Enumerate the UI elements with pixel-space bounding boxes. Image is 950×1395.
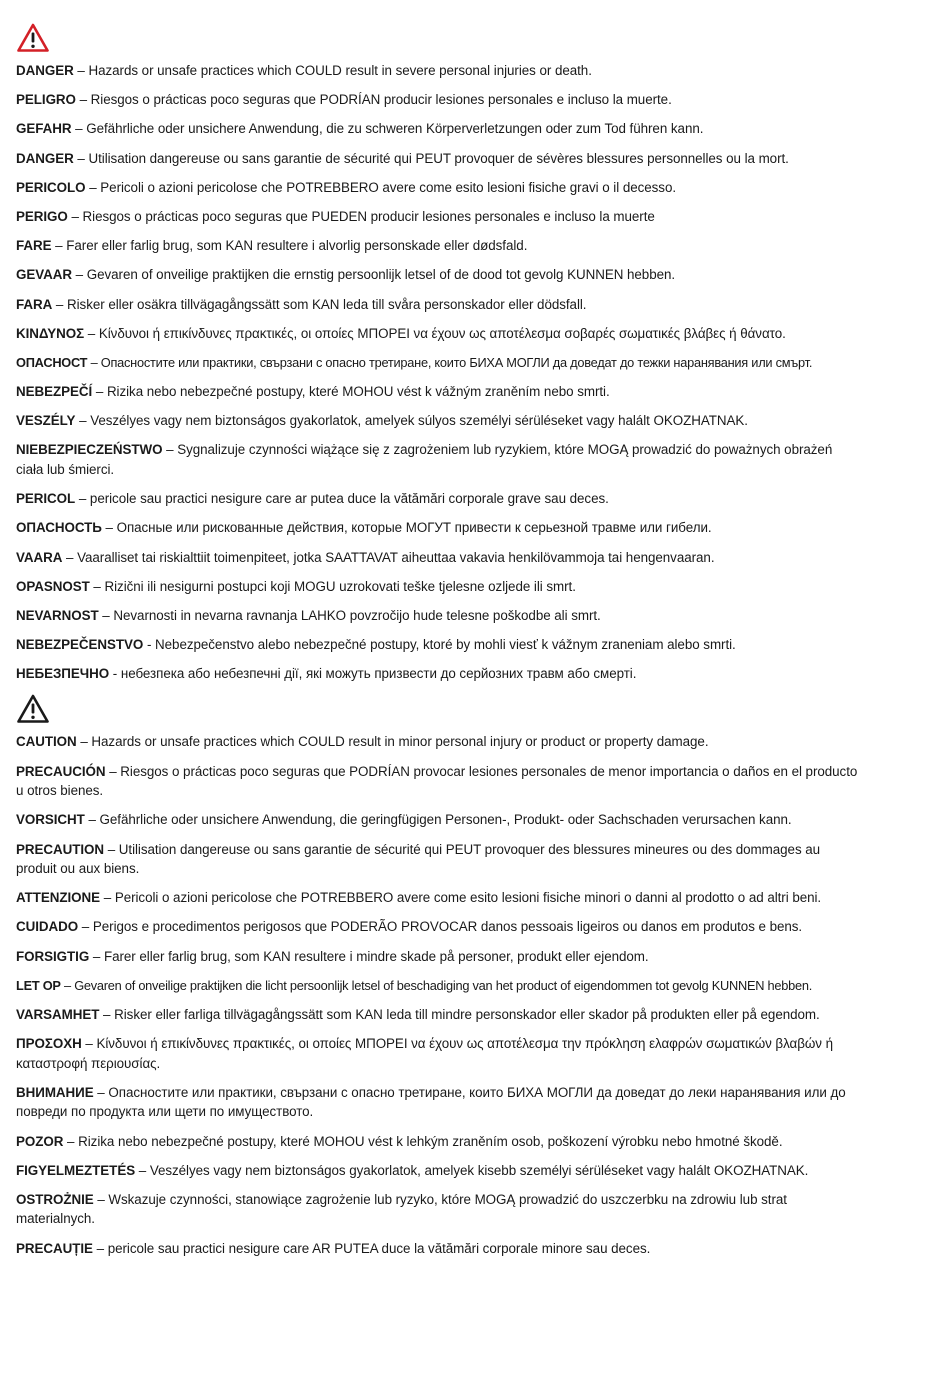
danger-section xyxy=(16,22,861,684)
entry-text: Wskazuje czynności, stanowiące zagrożenie lub ryzyko, które MOGĄ prowadzić do uszczerbku na zdrowiu lub strat materialnych. xyxy=(16,1191,787,1227)
entry-separator: – xyxy=(93,1191,109,1207)
entry-term: POZOR xyxy=(16,1133,64,1149)
entry-separator: – xyxy=(162,442,178,458)
notice-entry xyxy=(16,840,861,879)
entry-separator: - xyxy=(143,637,156,653)
entry-term: FARA xyxy=(16,296,53,312)
entry-term: PERICOLO xyxy=(16,179,86,195)
notice-entry xyxy=(16,947,861,967)
entry-separator: – xyxy=(76,734,92,750)
entry-text: Farer eller farlig brug, som KAN resultere i mindre skade på personer, produkt eller ejendom. xyxy=(103,948,649,964)
notice-entry xyxy=(16,236,861,256)
entry-text: Опасностите или практики, свързани с опасно третиране, които БИХА МОГЛИ да доведат до леки наранявания или до повреди по продукта или щети по имуществото. xyxy=(16,1084,846,1120)
entry-separator: – xyxy=(85,179,101,195)
entry-term: FORSIGTIG xyxy=(16,948,90,964)
entry-term: PERIGO xyxy=(16,208,68,224)
entry-text: Gevaren of onveilige praktijken die licht persoonlijk letsel of beschadiging van het product of eigendommen tot gevolg KUNNEN hebben. xyxy=(74,977,813,993)
entry-term: VARSAMHET xyxy=(16,1006,100,1022)
entry-separator: – xyxy=(92,1240,108,1256)
entry-separator: – xyxy=(135,1162,150,1178)
entry-term: OSTROŻNIE xyxy=(16,1191,94,1207)
notice-entry xyxy=(16,440,861,479)
entry-separator: – xyxy=(75,413,91,429)
entry-term: ОПАСНОСТЬ xyxy=(16,520,102,536)
entry-text: Gefährliche oder unsichere Anwendung, die geringfügigen Personen-, Produkt- oder Sachschaden verursachen kann. xyxy=(99,812,792,828)
entry-term: ATTENZIONE xyxy=(16,890,101,906)
entry-term: LET OP xyxy=(16,977,61,993)
entry-text: Gefährliche oder unsichere Anwendung, die zu schweren Körperverletzungen oder zum Tod führen kann. xyxy=(86,121,704,137)
entry-separator: – xyxy=(52,296,68,312)
notice-entry xyxy=(16,762,861,801)
notice-entry xyxy=(16,664,861,684)
notice-entry xyxy=(16,265,861,285)
entry-term: CUIDADO xyxy=(16,919,79,935)
notice-entry xyxy=(16,411,861,431)
entry-text: Опасностите или практики, свързани с опасно третиране, които БИХА МОГЛИ да доведат до тежки наранявания или смърт. xyxy=(100,354,813,370)
entry-separator: – xyxy=(99,1006,115,1022)
entry-text: Risker eller farliga tillvägagångssätt som KAN leda till mindre personskador eller skador på produkten eller på egendom. xyxy=(114,1006,820,1022)
notice-entry xyxy=(16,295,861,315)
notice-entry xyxy=(16,732,861,752)
entry-separator: – xyxy=(73,63,89,78)
entry-separator: – xyxy=(75,491,90,507)
notice-entry xyxy=(16,606,861,626)
caution-section xyxy=(16,693,861,1258)
entry-separator: – xyxy=(98,607,114,623)
notice-entry xyxy=(16,324,861,344)
entry-separator: – xyxy=(62,549,78,565)
entry-text: pericole sau practici nesigure care ar putea duce la vătămări corporale grave sau deces. xyxy=(89,491,609,507)
notice-entry xyxy=(16,489,861,509)
entry-separator: – xyxy=(105,763,121,779)
safety-notice-page xyxy=(16,22,861,1268)
entry-term: ВНИМАНИЕ xyxy=(16,1084,94,1100)
entry-term: FIGYELMEZTETÉS xyxy=(16,1162,136,1178)
entry-separator: - xyxy=(109,666,121,682)
notice-entry xyxy=(16,382,861,402)
notice-entry xyxy=(16,1190,861,1229)
entry-separator: – xyxy=(67,208,83,224)
entry-text: Veszélyes vagy nem biztonságos gyakorlatok, amelyek kisebb személyi sérüléseket vagy halált OKOZHATNAK. xyxy=(149,1162,809,1178)
entry-text: Veszélyes vagy nem biztonságos gyakorlatok, amelyek súlyos személyi sérüléseket vagy halált OKOZHATNAK. xyxy=(90,413,748,429)
notice-entry xyxy=(16,635,861,655)
entry-separator: – xyxy=(100,890,115,906)
notice-entry xyxy=(16,61,861,81)
entry-text: pericole sau practici nesigure care AR PUTEA duce la vătămări corporale minore sau deces. xyxy=(107,1240,651,1256)
entry-separator: – xyxy=(71,121,87,137)
caution-entries xyxy=(16,732,861,1258)
notice-entry xyxy=(16,976,861,996)
entry-separator: – xyxy=(92,384,107,400)
notice-entry xyxy=(16,1161,861,1181)
entry-term: PRECAUȚIE xyxy=(16,1240,93,1256)
entry-text: Riesgos o prácticas poco seguras que PODRÍAN provocar lesiones personales de menor importancia o daños en el producto u otros bienes. xyxy=(16,763,858,799)
entry-text: Utilisation dangereuse ou sans garantie de sécurité qui PEUT provoquer des blessures mineures ou des dommages au produit ou aux biens. xyxy=(16,841,821,876)
entry-text: Hazards or unsafe practices which COULD result in minor personal injury or product or property damage. xyxy=(91,734,709,750)
danger-entries xyxy=(16,61,861,684)
entry-term: OPASNOST xyxy=(16,578,90,594)
entry-separator: – xyxy=(89,948,104,964)
entry-text: Sygnalizuje czynności wiążące się z zagrożeniem lub ryzykiem, które MOGĄ prowadzić do poważnych obrażeń ciała lub śmierci. xyxy=(16,442,833,477)
notice-entry xyxy=(16,577,861,597)
entry-separator: – xyxy=(51,238,67,254)
entry-separator: – xyxy=(72,267,87,283)
entry-separator: – xyxy=(75,92,91,108)
entry-term: NEBEZPEČENSTVO xyxy=(16,637,144,653)
entry-term: DANGER xyxy=(16,150,74,166)
notice-entry xyxy=(16,178,861,198)
notice-entry xyxy=(16,810,861,830)
notice-entry xyxy=(16,917,861,937)
notice-entry xyxy=(16,1132,861,1152)
notice-entry xyxy=(16,1083,861,1122)
entry-text: Perigos e procedimentos perigosos que PODERÃO PROVOCAR danos pessoais ligeiros ou danos em produtos e bens. xyxy=(92,919,803,935)
entry-term: DANGER xyxy=(16,63,74,78)
entry-separator: – xyxy=(81,1036,97,1052)
entry-text: Riesgos o prácticas poco seguras que PUEDEN producir lesiones personales e incluso la muerte xyxy=(82,208,655,224)
entry-text: Pericoli o azioni pericolose che POTREBBERO avere come esito lesioni fisiche gravi o il decesso. xyxy=(100,179,677,195)
entry-term: PERICOL xyxy=(16,491,76,507)
entry-term: NEBEZPEČÍ xyxy=(16,384,93,400)
entry-term: ΚΙΝΔΥΝΟΣ xyxy=(16,325,85,341)
entry-text: Utilisation dangereuse ou sans garantie de sécurité qui PEUT provoquer de sévères blessures personnelles ou la mort. xyxy=(88,150,789,166)
entry-separator: – xyxy=(73,150,89,166)
entry-term: CAUTION xyxy=(16,734,77,750)
entry-text: Farer eller farlig brug, som KAN resultere i alvorlig personskade eller dødsfald. xyxy=(66,238,528,254)
entry-term: NEVARNOST xyxy=(16,607,99,623)
notice-entry xyxy=(16,353,861,373)
entry-separator: – xyxy=(84,325,99,341)
entry-separator: – xyxy=(104,841,119,857)
entry-text: Riesgos o prácticas poco seguras que PODRÍAN producir lesiones personales e incluso la muerte. xyxy=(90,92,672,108)
entry-term: VORSICHT xyxy=(16,812,85,828)
entry-term: GEFAHR xyxy=(16,121,72,137)
entry-text: Nevarnosti in nevarna ravnanja LAHKO povzročijo hude telesne poškodbe ali smrt. xyxy=(113,607,601,623)
entry-separator: – xyxy=(60,977,75,993)
entry-term: НЕБЕЗПЕЧНО xyxy=(16,666,110,682)
entry-term: VESZÉLY xyxy=(16,413,76,429)
entry-text: небезпека або небезпечні дії, які можуть призвести до серйозних травм або смерті. xyxy=(120,666,637,682)
entry-text: Κίνδυνοι ή επικίνδυνες πρακτικές, οι οποίες ΜΠΟΡΕΙ να έχουν ως αποτέλεσμα την πρόκληση ελαφρών σωματικών βλαβών ή καταστροφή περιουσίας. xyxy=(16,1036,833,1071)
notice-entry xyxy=(16,149,861,169)
notice-entry xyxy=(16,1239,861,1259)
entry-term: ΠΡΟΣΟΧΗ xyxy=(16,1036,82,1052)
warning-triangle-black-icon xyxy=(16,693,50,725)
entry-term: GEVAAR xyxy=(16,267,72,283)
entry-separator: – xyxy=(84,812,100,828)
entry-text: Rizika nebo nebezpečné postupy, které MOHOU vést k lehkým zraněním osob, poškození výrobku nebo hmotné škodě. xyxy=(78,1133,783,1149)
notice-entry xyxy=(16,1005,861,1025)
entry-text: Rizični ili nesigurni postupci koji MOGU uzrokovati teške tjelesne ozljede ili smrt. xyxy=(104,578,576,594)
notice-entry xyxy=(16,119,861,139)
notice-entry xyxy=(16,1034,861,1073)
notice-entry xyxy=(16,518,861,538)
notice-entry xyxy=(16,888,861,908)
entry-text: Nebezpečenstvo alebo nebezpečné postupy, ktoré by mohli viesť k vážnym zraneniam alebo smrti. xyxy=(155,637,736,653)
entry-text: Pericoli o azioni pericolose che POTREBBERO avere come esito lesioni fisiche minori o danni al prodotto o ad altri beni. xyxy=(114,890,822,906)
entry-text: Rizika nebo nebezpečné postupy, které MOHOU vést k vážným zraněním nebo smrti. xyxy=(106,384,610,400)
entry-term: PELIGRO xyxy=(16,92,76,108)
entry-separator: – xyxy=(87,354,101,370)
entry-separator: – xyxy=(93,1084,109,1100)
entry-text: Опасные или рискованные действия, которые МОГУТ привести к серьезной травме или гибели. xyxy=(116,520,712,536)
entry-text: Vaaralliset tai riskialttiit toimenpiteet, jotka SAATTAVAT aiheuttaa vakavia henkilövammoja tai hengenvaaran. xyxy=(77,549,715,565)
entry-text: Hazards or unsafe practices which COULD result in severe personal injuries or death. xyxy=(88,63,592,78)
warning-triangle-red-icon xyxy=(16,22,50,54)
entry-text: Risker eller osäkra tillvägagångssätt som KAN leda till svåra personskador eller dödsfall. xyxy=(67,296,587,312)
entry-separator: – xyxy=(63,1133,79,1149)
entry-term: NIEBEZPIECZEŃSTWO xyxy=(16,442,163,458)
entry-term: VAARA xyxy=(16,549,63,565)
notice-entry xyxy=(16,548,861,568)
notice-entry xyxy=(16,207,861,227)
entry-text: Κίνδυνοι ή επικίνδυνες πρακτικές, οι οποίες ΜΠΟΡΕΙ να έχουν ως αποτέλεσμα σοβαρές σωματικές βλάβες ή θάνατο. xyxy=(98,325,786,341)
entry-separator: – xyxy=(101,520,117,536)
entry-term: FARE xyxy=(16,238,52,254)
entry-term: PRECAUTION xyxy=(16,841,105,857)
entry-text: Gevaren of onveilige praktijken die ernstig persoonlijk letsel of de dood tot gevolg KUNNEN hebben. xyxy=(86,267,676,283)
entry-term: PRECAUCIÓN xyxy=(16,763,106,779)
entry-separator: – xyxy=(78,919,93,935)
entry-separator: – xyxy=(89,578,105,594)
notice-entry xyxy=(16,90,861,110)
entry-term: ОПАСНОСТ xyxy=(16,354,88,370)
